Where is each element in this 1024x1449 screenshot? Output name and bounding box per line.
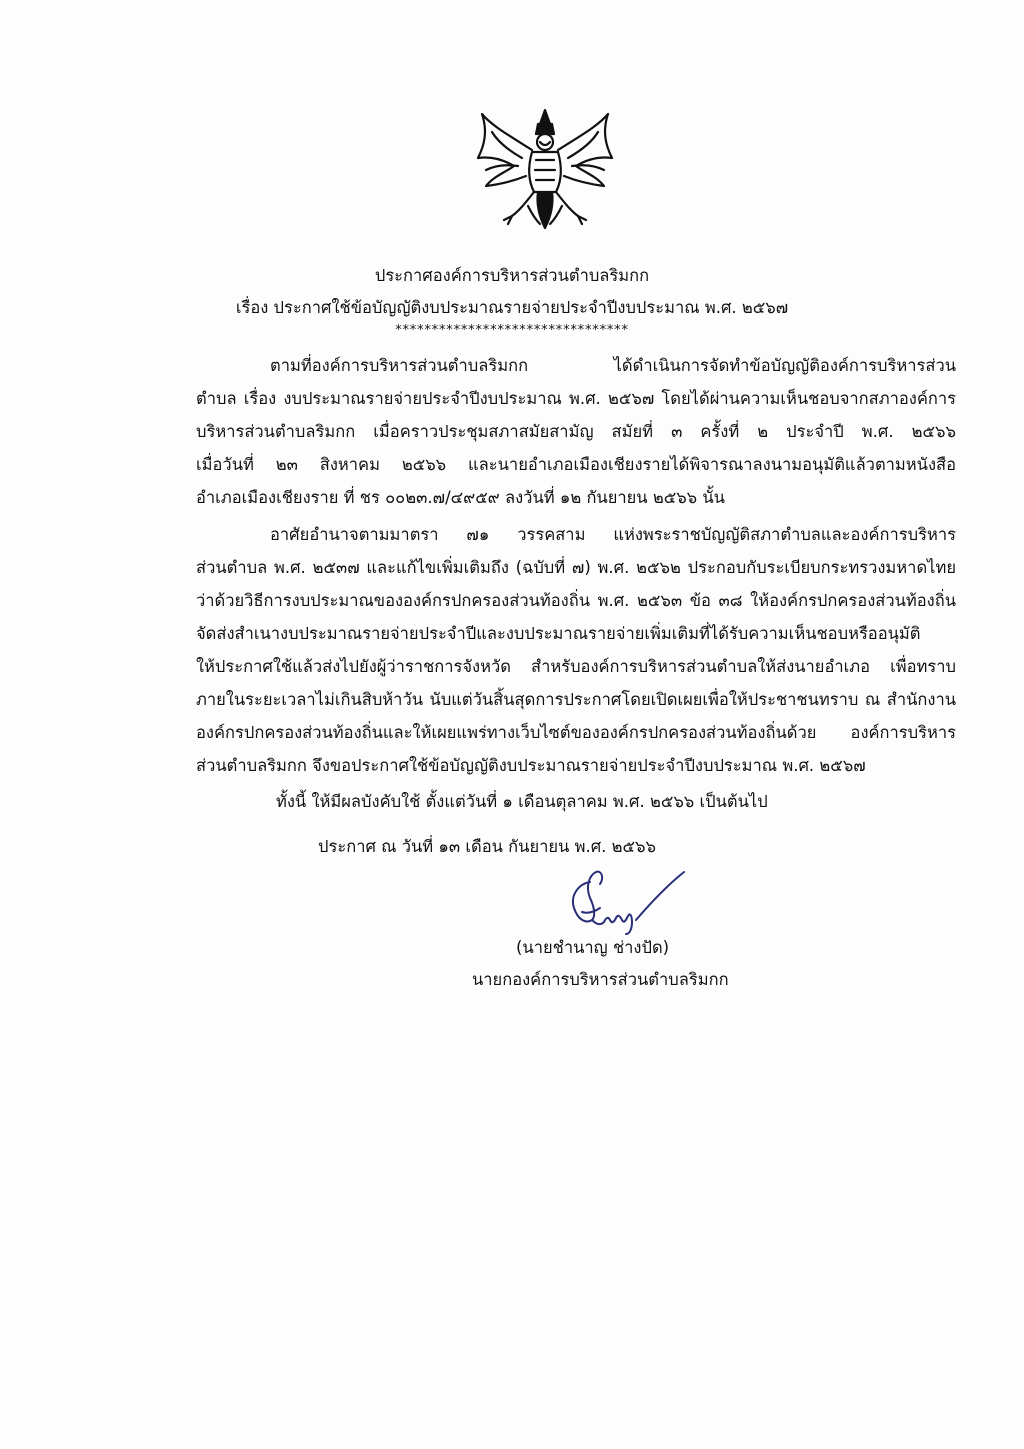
signer-name: (นายชำนาญ ช่างปัด) (516, 938, 670, 957)
paragraph-2-line-3: ว่าด้วยวิธีการงบประมาณขององค์กรปกครองส่วนท้องถิ่น พ.ศ. ๒๕๖๓ ข้อ ๓๘ ให้องค์กรปกครองส่วนท้องถิ่น (196, 591, 956, 610)
paragraph-2-line-8: ส่วนตำบลริมกก จึงขอประกาศใช้ข้อบัญญัติงบประมาณรายจ่ายประจำปีงบประมาณ พ.ศ. ๒๕๖๗ (196, 756, 866, 775)
paragraph-2-line-5: ให้ประกาศใช้แล้วส่งไปยังผู้ว่าราชการจังหวัด สำหรับองค์การบริหารส่วนตำบลให้ส่งนายอำเภอ เพื่อทราบ (196, 657, 956, 676)
announcement-title: ประกาศองค์การบริหารส่วนตำบลริมกก (374, 266, 650, 285)
paragraph-2-line-7: องค์กรปกครองส่วนท้องถิ่นและให้เผยแพร่ทางเว็บไซต์ขององค์กรปกครองส่วนท้องถิ่นด้วย องค์การบริหาร (196, 723, 956, 742)
paragraph-1-line-1: ตามที่องค์การบริหารส่วนตำบลริมกก ได้ดำเนินการจัดทำข้อบัญญัติองค์การบริหารส่วน (270, 356, 956, 375)
paragraph-2-line-4: จัดส่งสำเนางบประมาณรายจ่ายประจำปีและงบประมาณรายจ่ายเพิ่มเติมที่ได้รับความเห็นชอบหรืออนุมัติ (196, 624, 921, 643)
paragraph-1-line-4: เมื่อวันที่ ๒๓ สิงหาคม ๒๕๖๖ และนายอำเภอเมืองเชียงรายได้พิจารณาลงนามอนุมัติแล้วตามหนังสือ (196, 455, 956, 474)
garuda-emblem-icon (470, 106, 620, 232)
paragraph-1-line-5: อำเภอเมืองเชียงราย ที่ ชร ๐๐๒๓.๗/๔๙๕๙ ลงวันที่ ๑๒ กันยายน ๒๕๖๖ นั้น (196, 488, 725, 507)
paragraph-2-line-1: อาศัยอำนาจตามมาตรา ๗๑ วรรคสาม แห่งพระราชบัญญัติสภาตำบลและองค์การบริหาร (270, 525, 956, 544)
announcement-subject: เรื่อง ประกาศใช้ข้อบัญญัติงบประมาณรายจ่ายประจำปีงบประมาณ พ.ศ. ๒๕๖๗ (235, 298, 789, 317)
signer-position: นายกองค์การบริหารส่วนตำบลริมกก (472, 970, 729, 989)
effective-date-statement: ทั้งนี้ ให้มีผลบังคับใช้ ตั้งแต่วันที่ ๑ เดือนตุลาคม พ.ศ. ๒๕๖๖ เป็นต้นไป (276, 792, 768, 811)
separator-line: ******************************** (395, 323, 629, 338)
paragraph-2-line-6: ภายในระยะเวลาไม่เกินสิบห้าวัน นับแต่วันสิ้นสุดการประกาศโดยเปิดเผยเพื่อให้ประชาชนทราบ ณ สำนักงาน (196, 690, 956, 709)
paragraph-2-line-2: ส่วนตำบล พ.ศ. ๒๕๓๗ และแก้ไขเพิ่มเติมถึง (ฉบับที่ ๗) พ.ศ. ๒๕๖๒ ประกอบกับระเบียบกระทรวงมหาดไทย (196, 558, 956, 577)
paragraph-1-line-3: บริหารส่วนตำบลริมกก เมื่อคราวประชุมสภาสมัยสามัญ สมัยที่ ๓ ครั้งที่ ๒ ประจำปี พ.ศ. ๒๕๖๖ (196, 422, 956, 441)
paragraph-1-line-2: ตำบล เรื่อง งบประมาณรายจ่ายประจำปีงบประมาณ พ.ศ. ๒๕๖๗ โดยได้ผ่านความเห็นชอบจากสภาองค์การ (196, 389, 956, 408)
announcement-date: ประกาศ ณ วันที่ ๑๓ เดือน กันยายน พ.ศ. ๒๕๖๖ (318, 837, 656, 856)
handwritten-signature (560, 862, 700, 942)
